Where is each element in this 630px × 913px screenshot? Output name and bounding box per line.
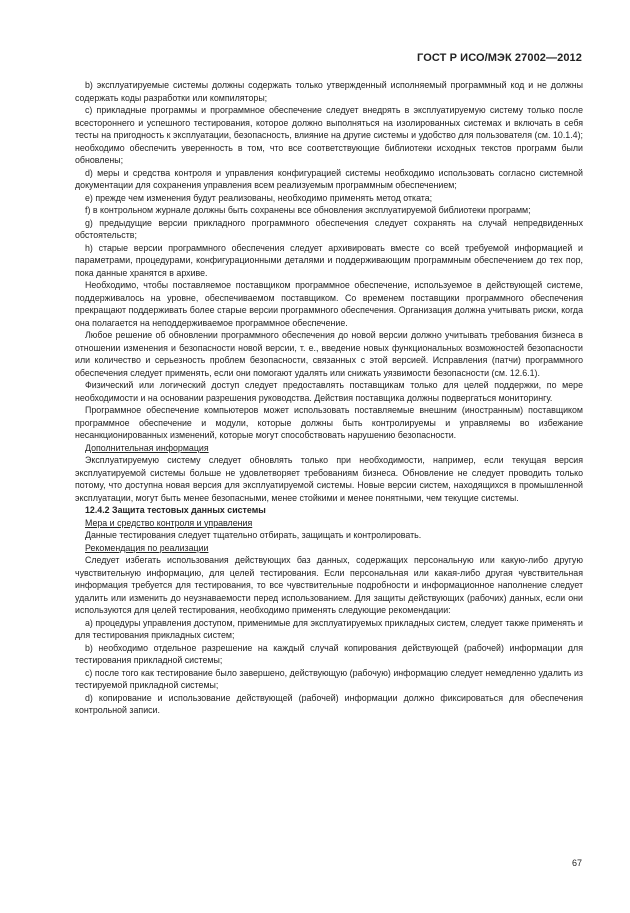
body-paragraph: e) прежде чем изменения будут реализованы, необходимо применять метод отката; (85, 192, 433, 203)
body-paragraph: d) меры и средства контроля и управления конфигурацией системы необходимо использовать согласно системной документации для сохранения управления всем реализуемым программным обеспечением; (75, 167, 583, 190)
subheading-text: Дополнительная информация (85, 442, 209, 453)
page-body (75, 79, 583, 717)
body-paragraph: Физический или логический доступ следует предоставлять поставщикам только для целей поддержки, по мере необходимости и на основании разрешения руководства. Действия поставщика должны подвергаться мониторингу. (75, 380, 583, 403)
body-paragraph: Программное обеспечение компьютеров может использовать поставляемые внешним (иностранным) поставщиком программное обеспечение и модули, которые должны быть контролируемы и управляемы во избежание несанкционированных изменений, которые могут способствовать нарушению безопасности. (75, 405, 583, 440)
subheading-text: Рекомендация по реализации (85, 542, 209, 553)
body-paragraph: Данные тестирования следует тщательно отбирать, защищать и контролировать. (85, 530, 422, 540)
body-paragraph: a) процедуры управления доступом, применимые для эксплуатируемых прикладных систем, следует также применять и для тестирования прикладных систем; (75, 617, 583, 640)
body-paragraph: b) эксплуатируемые системы должны содержать только утвержденный исполняемый программный код и не должны содержать коды разработки или компиляторы; (75, 80, 583, 103)
body-paragraph: d) копирование и использование действующей (рабочей) информации должно фиксироваться для обеспечения контрольной записи. (75, 692, 583, 715)
page-number: 67 (571, 858, 582, 868)
section-heading: 12.4.2 Защита тестовых данных системы (85, 505, 266, 515)
body-paragraph: Следует избегать использования действующих баз данных, содержащих персональную или какую-либо другую чувствительную информацию, для целей тестирования. Если персональная или какая-либо другая чувствительная информация требуется для тестирования, то все чувствительные подробности и информационное наполнение следует удалить или изменить до неузнаваемости перед использованием. Для защиты действующих (рабочих) данных, если они используются для целей тестирования, необходимо применять следующие рекомендации: (75, 555, 583, 615)
body-paragraph: g) предыдущие версии прикладного программного обеспечения следует сохранять на случай непредвиденных обстоятельств; (75, 217, 583, 240)
body-paragraph: b) необходимо отдельное разрешение на каждый случай копирования действующей (рабочей) информации для тестирования прикладной системы; (75, 642, 583, 665)
underlined-subheading (75, 542, 583, 555)
body-paragraph: h) старые версии программного обеспечения следует архивировать вместе со всей требуемой информацией и параметрами, процедурами, конфигурационными деталями и поддерживающим программным обеспечением до тех пор, пока данные хранятся в архиве. (75, 242, 583, 278)
body-paragraph: c) после того как тестирование было завершено, действующую (рабочую) информацию следует немедленно удалить из тестируемой прикладной системы; (75, 667, 583, 690)
standard-header: ГОСТ Р ИСО/МЭК 27002—2012 (417, 52, 582, 64)
body-paragraph: Любое решение об обновлении программного обеспечения до новой версии должно учитывать требования бизнеса в отношении изменения и безопасности новой версии, т. е., введение новых функциональных возможностей безопасности или количество и серьезность проблем безопасности, связанных с этой версией. Исправления (патчи) программного обеспечения следует применять, если они помогают удалять или снижать уязвимости безопасности (см. 12.6.1). (75, 330, 583, 378)
body-paragraph: Эксплуатируемую систему следует обновлять только при необходимости, например, если текущая версия эксплуатируемой системы больше не удовлетворяет требованиям бизнеса. Обновление не следует проводить только потому, что доступна новая версия для эксплуатируемой системы. Новые версии систем, находящихся в промышленной эксплуатации, могут быть менее безопасными, менее стойкими и менее понятными, чем текущие системы. (75, 455, 583, 503)
body-paragraph: f) в контрольном журнале должны быть сохранены все обновления эксплуатируемой библиотеки программ; (85, 205, 531, 215)
underlined-subheading (75, 442, 583, 455)
body-paragraph: Необходимо, чтобы поставляемое поставщиком программное обеспечение, используемое в действующей системе, поддерживалось на уровне, обеспечиваемом поставщиком. Со временем поставщики программного обеспечения прекращают поддерживать более старые версии программного обеспечения. Организация должна учитывать риски, когда она полагается на неподдерживаемое программное обеспечение. (75, 280, 583, 328)
underlined-subheading (75, 517, 583, 530)
subheading-text: Мера и средство контроля и управления (85, 517, 253, 528)
body-paragraph: c) прикладные программы и программное обеспечение следует внедрять в эксплуатируемую систему только после всестороннего и успешного тестирования, которое должно выполняться на изолированных системах и включать в себя тесты на пригодность к эксплуатации, безопасность, влияние на другие системы и удобство для пользователя (см. 10.1.4); необходимо обеспечить уверенность в том, что все соответствующие библиотеки исходных текстов программ были обновлены; (75, 105, 583, 165)
